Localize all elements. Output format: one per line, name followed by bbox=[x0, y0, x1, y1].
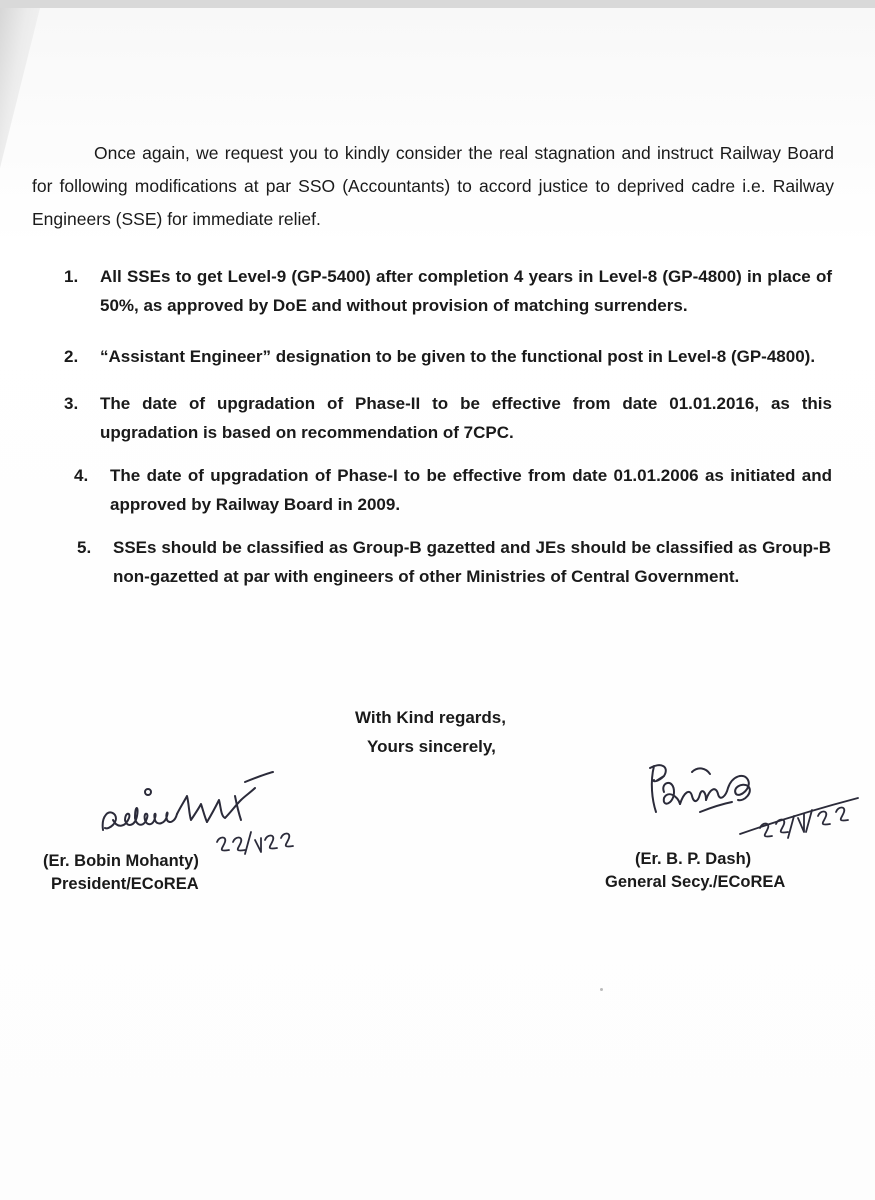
list-number: 1. bbox=[64, 267, 79, 286]
list-text: The date of upgradation of Phase-I to be effective from date 01.01.2006 as initiated and approved by Railway Board in 2009. bbox=[110, 466, 832, 514]
closing-sincerely: Yours sincerely, bbox=[367, 737, 496, 756]
list-number: 2. bbox=[64, 347, 79, 366]
list-text: The date of upgradation of Phase-II to be effective from date 01.01.2016, as this upgradation is based on recommendation of 7CPC. bbox=[100, 394, 832, 442]
signatory-name: (Er. B. P. Dash) bbox=[635, 850, 752, 868]
closing-regards: With Kind regards, bbox=[355, 708, 506, 727]
signatory-title: General Secy./ECoREA bbox=[605, 873, 786, 891]
list-text: SSEs should be classified as Group-B gazetted and JEs should be classified as Group-B non-gazetted at par with engineers of other Ministries of Central Government. bbox=[113, 538, 831, 586]
intro-paragraph: Once again, we request you to kindly consider the real stagnation and instruct Railway Board for following modifications at par SSO (Accountants) to accord justice to deprived cadre i.e. Railway Engineers (SSE) for immediate relief. bbox=[32, 143, 834, 229]
request-list bbox=[64, 262, 832, 591]
signatory-right bbox=[605, 848, 785, 894]
list-item bbox=[64, 342, 832, 371]
closing-block bbox=[355, 703, 506, 761]
list-number: 5. bbox=[77, 538, 92, 557]
signatory-left bbox=[43, 850, 199, 896]
signatory-name: (Er. Bobin Mohanty) bbox=[43, 852, 199, 870]
list-text: All SSEs to get Level-9 (GP-5400) after completion 4 years in Level-8 (GP-4800) in place of 50%, as approved by DoE and without provision of matching surrenders. bbox=[100, 267, 832, 315]
paper-speck bbox=[600, 988, 603, 991]
list-number: 4. bbox=[74, 466, 89, 485]
list-number: 3. bbox=[64, 394, 79, 413]
list-item bbox=[74, 461, 832, 519]
signature-president bbox=[95, 760, 305, 860]
signature-general-secretary bbox=[640, 752, 865, 852]
list-text: “Assistant Engineer” designation to be given to the functional post in Level-8 (GP-4800). bbox=[100, 347, 816, 366]
list-item bbox=[64, 389, 832, 447]
list-item bbox=[77, 533, 831, 591]
signatory-title: President/ECoREA bbox=[51, 875, 199, 893]
list-item bbox=[64, 262, 832, 320]
